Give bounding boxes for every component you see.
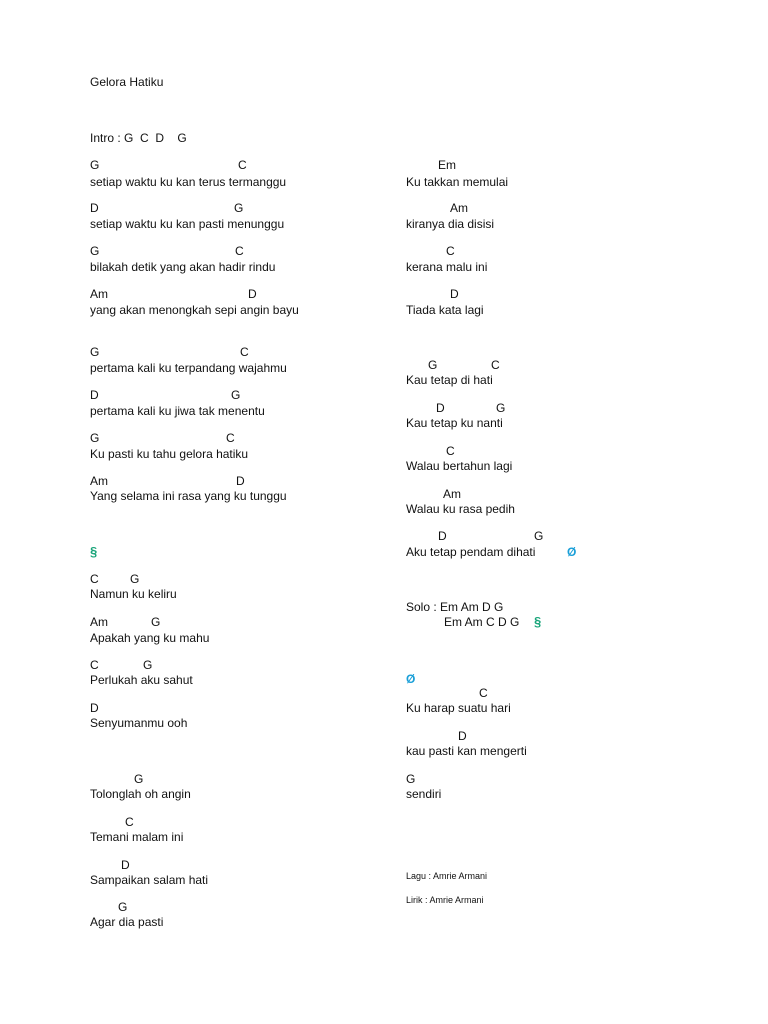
lyric-line: sendiri [406, 787, 442, 801]
lyric-line: setiap waktu ku kan terus termanggu [90, 175, 287, 189]
chord: C [240, 345, 249, 359]
chord: Am [90, 474, 108, 488]
coda-sign: Ø [406, 672, 416, 686]
lyric-line: Ku harap suatu hari [406, 701, 511, 715]
chord: C [235, 244, 244, 258]
chord: G [151, 615, 161, 629]
lyric-line: Kau tetap ku nanti [406, 416, 503, 430]
chord: Em [438, 158, 456, 172]
lyric-line: setiap waktu ku kan pasti menunggu [90, 217, 285, 231]
composer-credit: Lagu : Amrie Armani [406, 871, 488, 881]
chord: G [90, 244, 100, 258]
chord: D [90, 701, 99, 715]
chord: G [90, 345, 100, 359]
lyric-line: Ku takkan memulai [406, 175, 509, 189]
chord: G [231, 388, 241, 402]
segno-sign: § [534, 614, 542, 629]
lyric-line: Tolonglah oh angin [90, 787, 191, 801]
lyric-line: Aku tetap pendam dihati [406, 545, 536, 559]
lyric-line: Senyumanmu ooh [90, 716, 188, 730]
lyric-line: Agar dia pasti [90, 915, 164, 929]
chord: Am [90, 287, 108, 301]
chord: G [118, 900, 128, 914]
chord: G [534, 529, 544, 543]
lyric-line: Namun ku keliru [90, 587, 177, 601]
chord: D [236, 474, 245, 488]
lyric-line: Ku pasti ku tahu gelora hatiku [90, 447, 249, 461]
intro-chords: Intro : G C D G [90, 131, 187, 145]
chord: C [446, 244, 455, 258]
lyric-line: Walau bertahun lagi [406, 459, 513, 473]
chord: C [90, 658, 99, 672]
chord: C [491, 358, 500, 372]
solo-line: Em Am C D G [444, 615, 520, 629]
chord: G [90, 431, 100, 445]
chord: G [90, 158, 100, 172]
lyric-line: Tiada kata lagi [406, 303, 484, 317]
solo-line: Solo : Em Am D G [406, 600, 504, 614]
chord: D [436, 401, 445, 415]
chord: C [479, 686, 488, 700]
chord: C [446, 444, 455, 458]
chord: C [238, 158, 247, 172]
chord: G [130, 572, 140, 586]
lyric-line: pertama kali ku jiwa tak menentu [90, 404, 265, 418]
song-title: Gelora Hatiku [90, 75, 164, 89]
chord: D [248, 287, 257, 301]
lyricist-credit: Lirik : Amrie Armani [406, 895, 484, 905]
chord: D [90, 388, 99, 402]
lyric-line: bilakah detik yang akan hadir rindu [90, 260, 276, 274]
lyric-line: kiranya dia disisi [406, 217, 495, 231]
lyric-line: Sampaikan salam hati [90, 873, 209, 887]
lyric-line: Perlukah aku sahut [90, 673, 193, 687]
lyric-line: Kau tetap di hati [406, 373, 493, 387]
chord: G [428, 358, 438, 372]
lyric-line: yang akan menongkah sepi angin bayu [90, 303, 299, 317]
chord: C [125, 815, 134, 829]
chord: Am [90, 615, 108, 629]
lyric-line: Temani malam ini [90, 830, 184, 844]
lyric-line: kerana malu ini [406, 260, 488, 274]
chord: D [458, 729, 467, 743]
lyric-line: Apakah yang ku mahu [90, 631, 210, 645]
chord: G [143, 658, 153, 672]
lyric-line: Yang selama ini rasa yang ku tunggu [90, 489, 287, 503]
lyric-line: Walau ku rasa pedih [406, 502, 515, 516]
chord: G [406, 772, 416, 786]
segno-sign: § [90, 544, 98, 559]
chord: Am [450, 201, 468, 215]
chord: G [234, 201, 244, 215]
chord: G [134, 772, 144, 786]
chord: C [226, 431, 235, 445]
chord: D [90, 201, 99, 215]
chord: D [121, 858, 130, 872]
chord: D [438, 529, 447, 543]
chord: D [450, 287, 459, 301]
lyric-line: pertama kali ku terpandang wajahmu [90, 361, 287, 375]
chord: C [90, 572, 99, 586]
lyric-line: kau pasti kan mengerti [406, 744, 527, 758]
chord: G [496, 401, 506, 415]
coda-sign: Ø [567, 545, 577, 559]
chord: Am [443, 487, 461, 501]
